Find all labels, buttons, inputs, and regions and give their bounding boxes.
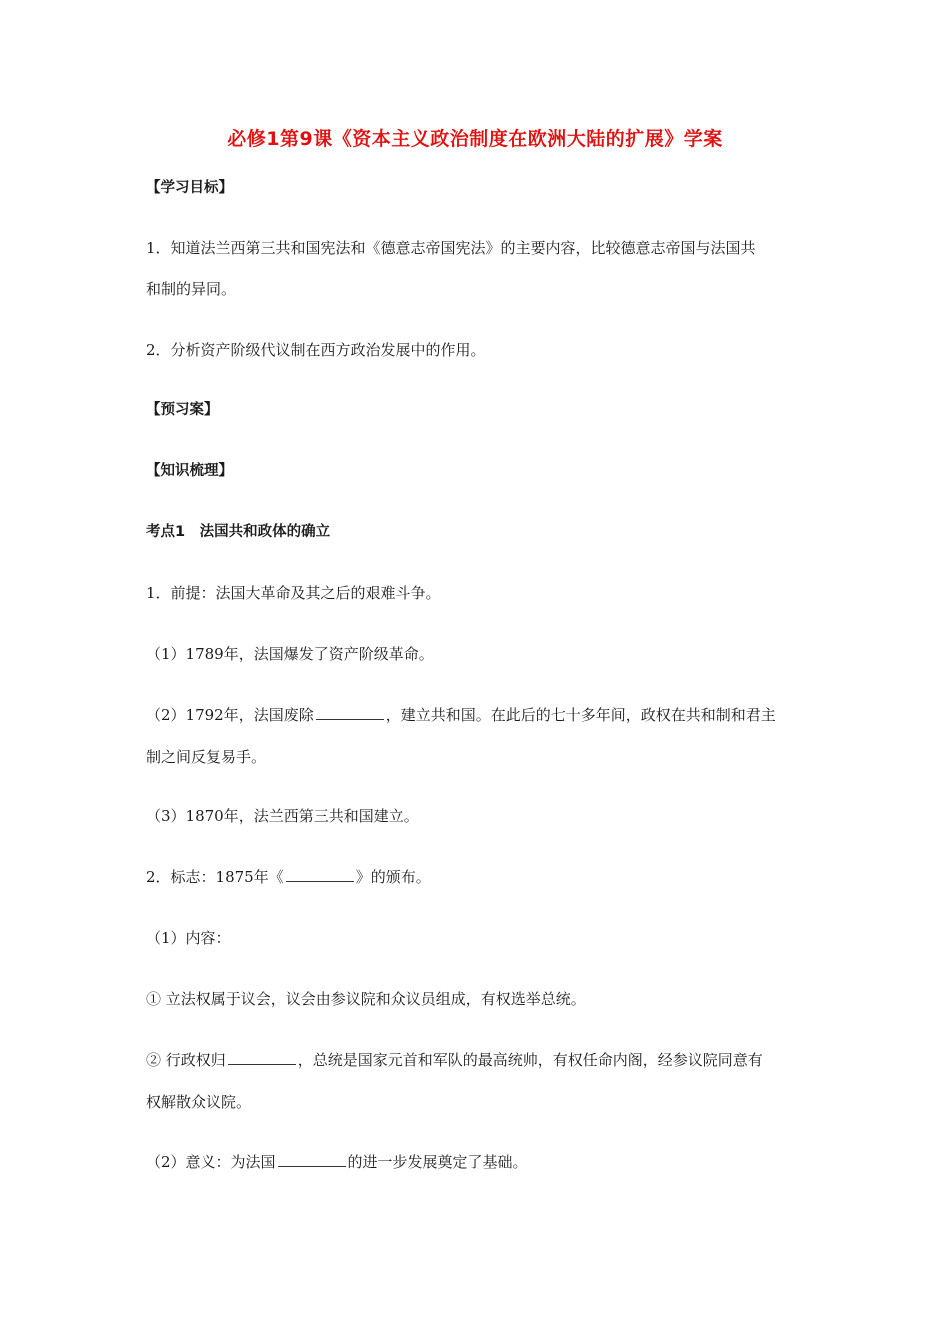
fill-blank — [286, 867, 354, 882]
point-2-2 — [146, 1146, 846, 1178]
fill-blank — [228, 1050, 296, 1065]
learning-goals-heading: 【学习目标】 — [146, 180, 233, 196]
point-2 — [146, 861, 846, 893]
goal-1-line-2: 和制的异同。 — [146, 280, 237, 298]
point-2-text-b: 》的颁布。 — [355, 868, 431, 886]
point-1-3: （3）1870年，法兰西第三共和国建立。 — [146, 807, 419, 825]
point-1-2-text-b: ，建立共和国。在此后的七十多年间，政权在共和制和君主 — [385, 706, 776, 724]
point-2-text-a: 2．标志：1875年《 — [146, 868, 284, 886]
fill-blank — [316, 705, 384, 720]
point-1-2-text-a: （2）1792年，法国废除 — [146, 706, 314, 724]
point-2-2-text-a: （2）意义：为法国 — [146, 1153, 276, 1171]
goal-1-line-1: 1．知道法兰西第三共和国宪法和《德意志帝国宪法》的主要内容，比较德意志帝国与法国共 — [146, 239, 756, 257]
point-1: 1．前提：法国大革命及其之后的艰难斗争。 — [146, 584, 441, 602]
content-item-2-line-1 — [146, 1044, 846, 1076]
point-2-2-text-b: 的进一步发展奠定了基础。 — [347, 1153, 528, 1171]
preview-heading: 【预习案】 — [146, 402, 219, 418]
point-1-1: （1）1789年，法国爆发了资产阶级革命。 — [146, 645, 434, 663]
content-item-1: ① 立法权属于议会，议会由参议院和众议员组成，有权选举总统。 — [146, 990, 586, 1008]
content-item-2-text-b: ，总统是国家元首和军队的最高统帅，有权任命内阁，经参议院同意有 — [297, 1051, 763, 1069]
point-1-2-line-2: 制之间反复易手。 — [146, 748, 267, 766]
knowledge-heading: 【知识梳理】 — [146, 463, 233, 479]
point-1-2-line-1 — [146, 699, 846, 731]
content-item-2-line-2: 权解散众议院。 — [146, 1093, 252, 1111]
topic-1-heading: 考点1 法国共和政体的确立 — [146, 524, 331, 540]
page-title: 必修1第9课《资本主义政治制度在欧洲大陆的扩展》学案 — [227, 128, 723, 150]
point-2-1: （1）内容： — [146, 929, 231, 947]
goal-2: 2．分析资产阶级代议制在西方政治发展中的作用。 — [146, 341, 486, 359]
fill-blank — [278, 1152, 346, 1167]
content-item-2-text-a: ② 行政权归 — [146, 1051, 226, 1069]
